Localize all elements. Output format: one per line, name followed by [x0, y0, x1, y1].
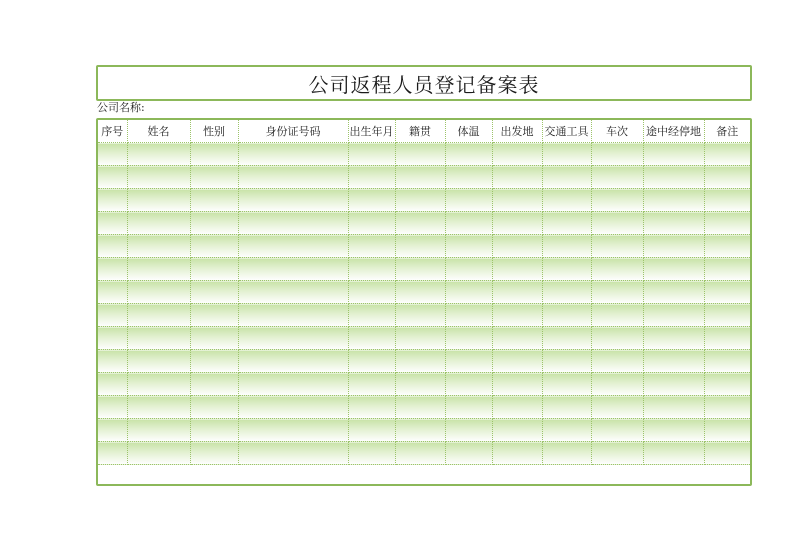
- table-cell[interactable]: [348, 304, 395, 327]
- table-cell[interactable]: [591, 350, 643, 373]
- table-cell[interactable]: [98, 419, 127, 442]
- table-cell[interactable]: [492, 304, 542, 327]
- column-header-train-number: 车次: [591, 120, 643, 143]
- table-cell[interactable]: [127, 235, 190, 258]
- table-cell[interactable]: [127, 258, 190, 281]
- table-cell[interactable]: [190, 373, 238, 396]
- company-name-label: 公司名称:: [97, 101, 145, 114]
- table-cell[interactable]: [190, 304, 238, 327]
- table-cell[interactable]: [704, 442, 750, 465]
- table-cell[interactable]: [643, 189, 704, 212]
- table-header-row: [98, 120, 750, 143]
- table-cell[interactable]: [395, 442, 445, 465]
- table-cell[interactable]: [542, 419, 591, 442]
- table-cell[interactable]: [127, 442, 190, 465]
- table-cell[interactable]: [643, 396, 704, 419]
- table-cell[interactable]: [238, 258, 348, 281]
- table-cell[interactable]: [127, 166, 190, 189]
- table-cell[interactable]: [445, 304, 492, 327]
- table-cell[interactable]: [445, 327, 492, 350]
- table-cell[interactable]: [445, 258, 492, 281]
- table-cell[interactable]: [127, 304, 190, 327]
- table-row: [98, 281, 750, 304]
- table-cell[interactable]: [445, 442, 492, 465]
- table-cell[interactable]: [348, 396, 395, 419]
- table-cell[interactable]: [542, 304, 591, 327]
- table-cell[interactable]: [643, 281, 704, 304]
- table-cell[interactable]: [591, 143, 643, 166]
- table-cell[interactable]: [98, 189, 127, 212]
- column-header-name: 姓名: [127, 120, 190, 143]
- table-cell[interactable]: [492, 258, 542, 281]
- table-cell[interactable]: [704, 143, 750, 166]
- table-cell[interactable]: [542, 258, 591, 281]
- table-cell[interactable]: [704, 419, 750, 442]
- table-cell[interactable]: [395, 166, 445, 189]
- table-cell[interactable]: [591, 419, 643, 442]
- table-cell[interactable]: [492, 189, 542, 212]
- table-cell[interactable]: [643, 304, 704, 327]
- table-cell[interactable]: [591, 235, 643, 258]
- table-cell[interactable]: [395, 304, 445, 327]
- table-cell[interactable]: [190, 166, 238, 189]
- table-cell[interactable]: [395, 419, 445, 442]
- table-cell[interactable]: [445, 419, 492, 442]
- table-cell[interactable]: [445, 212, 492, 235]
- table-cell[interactable]: [127, 143, 190, 166]
- table-cell[interactable]: [643, 235, 704, 258]
- table-cell[interactable]: [591, 281, 643, 304]
- column-header-id-number: 身份证号码: [238, 120, 348, 143]
- table-cell[interactable]: [643, 212, 704, 235]
- table-cell[interactable]: [98, 373, 127, 396]
- table-cell[interactable]: [238, 212, 348, 235]
- table-cell[interactable]: [348, 350, 395, 373]
- table-cell[interactable]: [492, 166, 542, 189]
- table-row: [98, 235, 750, 258]
- table-cell[interactable]: [492, 442, 542, 465]
- table-cell[interactable]: [190, 281, 238, 304]
- table-cell[interactable]: [542, 166, 591, 189]
- table-cell[interactable]: [190, 327, 238, 350]
- table-cell[interactable]: [98, 143, 127, 166]
- column-header-native-place: 籍贯: [395, 120, 445, 143]
- table-cell[interactable]: [591, 373, 643, 396]
- table-row: [98, 327, 750, 350]
- registration-table: [98, 120, 750, 465]
- table-cell[interactable]: [98, 327, 127, 350]
- table-cell[interactable]: [190, 189, 238, 212]
- table-cell[interactable]: [704, 235, 750, 258]
- table-cell[interactable]: [704, 350, 750, 373]
- column-header-seq: 序号: [98, 120, 127, 143]
- table-cell[interactable]: [348, 258, 395, 281]
- table-cell[interactable]: [591, 212, 643, 235]
- column-header-birth-date: 出生年月: [348, 120, 395, 143]
- column-header-departure: 出发地: [492, 120, 542, 143]
- table-cell[interactable]: [238, 396, 348, 419]
- column-header-gender: 性别: [190, 120, 238, 143]
- table-cell[interactable]: [643, 419, 704, 442]
- table-cell[interactable]: [190, 258, 238, 281]
- table-cell[interactable]: [643, 166, 704, 189]
- table-cell[interactable]: [542, 442, 591, 465]
- table-cell[interactable]: [591, 396, 643, 419]
- table-cell[interactable]: [348, 212, 395, 235]
- table-cell[interactable]: [591, 258, 643, 281]
- table-cell[interactable]: [98, 281, 127, 304]
- table-cell[interactable]: [348, 281, 395, 304]
- table-cell[interactable]: [704, 304, 750, 327]
- table-cell[interactable]: [190, 212, 238, 235]
- table-cell[interactable]: [542, 396, 591, 419]
- table-row: [98, 143, 750, 166]
- table-cell[interactable]: [238, 235, 348, 258]
- table-cell[interactable]: [395, 396, 445, 419]
- table-cell[interactable]: [643, 258, 704, 281]
- table-cell[interactable]: [238, 281, 348, 304]
- table-cell[interactable]: [395, 235, 445, 258]
- table-cell[interactable]: [542, 350, 591, 373]
- table-cell[interactable]: [542, 281, 591, 304]
- table-cell[interactable]: [238, 327, 348, 350]
- table-cell[interactable]: [445, 373, 492, 396]
- table-cell[interactable]: [238, 143, 348, 166]
- table-cell[interactable]: [591, 327, 643, 350]
- table-cell[interactable]: [190, 143, 238, 166]
- table-cell[interactable]: [704, 373, 750, 396]
- table-cell[interactable]: [127, 281, 190, 304]
- table-cell[interactable]: [704, 327, 750, 350]
- table-cell[interactable]: [445, 281, 492, 304]
- table-row: [98, 304, 750, 327]
- table-cell[interactable]: [98, 235, 127, 258]
- table-cell[interactable]: [395, 373, 445, 396]
- table-cell[interactable]: [98, 304, 127, 327]
- table-cell[interactable]: [445, 350, 492, 373]
- table-cell[interactable]: [348, 373, 395, 396]
- table-cell[interactable]: [445, 235, 492, 258]
- table-cell[interactable]: [542, 373, 591, 396]
- table-cell[interactable]: [591, 304, 643, 327]
- table-cell[interactable]: [395, 143, 445, 166]
- table-cell[interactable]: [98, 166, 127, 189]
- table-cell[interactable]: [238, 419, 348, 442]
- table-cell[interactable]: [542, 143, 591, 166]
- table-cell[interactable]: [238, 373, 348, 396]
- table-cell[interactable]: [98, 258, 127, 281]
- table-cell[interactable]: [492, 396, 542, 419]
- table-cell[interactable]: [704, 166, 750, 189]
- table-cell[interactable]: [492, 212, 542, 235]
- table-cell[interactable]: [127, 327, 190, 350]
- table-cell[interactable]: [190, 350, 238, 373]
- table-cell[interactable]: [190, 396, 238, 419]
- table-cell[interactable]: [190, 235, 238, 258]
- table-cell[interactable]: [98, 396, 127, 419]
- table-cell[interactable]: [643, 327, 704, 350]
- table-cell[interactable]: [492, 373, 542, 396]
- table-cell[interactable]: [445, 166, 492, 189]
- column-header-stopover: 途中经停地: [643, 120, 704, 143]
- table-cell[interactable]: [704, 258, 750, 281]
- table-row: [98, 373, 750, 396]
- column-header-remarks: 备注: [704, 120, 750, 143]
- table-cell[interactable]: [492, 235, 542, 258]
- column-header-temperature: 体温: [445, 120, 492, 143]
- table-cell[interactable]: [643, 442, 704, 465]
- table-cell[interactable]: [492, 327, 542, 350]
- table-cell[interactable]: [643, 350, 704, 373]
- table-cell[interactable]: [127, 189, 190, 212]
- table-row: [98, 166, 750, 189]
- table-row: [98, 258, 750, 281]
- table-cell[interactable]: [348, 143, 395, 166]
- table-cell[interactable]: [445, 189, 492, 212]
- table-row: [98, 350, 750, 373]
- table-cell[interactable]: [190, 442, 238, 465]
- table-cell[interactable]: [643, 143, 704, 166]
- table-cell[interactable]: [190, 419, 238, 442]
- table-cell[interactable]: [395, 327, 445, 350]
- table-cell[interactable]: [704, 189, 750, 212]
- table-cell[interactable]: [238, 350, 348, 373]
- table-cell[interactable]: [704, 396, 750, 419]
- table-cell[interactable]: [348, 235, 395, 258]
- table-cell[interactable]: [591, 442, 643, 465]
- table-cell[interactable]: [591, 189, 643, 212]
- table-row: [98, 442, 750, 465]
- table-body: [98, 143, 750, 465]
- table-cell[interactable]: [98, 212, 127, 235]
- table-cell[interactable]: [492, 143, 542, 166]
- table-cell[interactable]: [542, 235, 591, 258]
- table-cell[interactable]: [643, 373, 704, 396]
- table-cell[interactable]: [127, 350, 190, 373]
- registration-table-frame: [96, 118, 752, 486]
- table-cell[interactable]: [348, 327, 395, 350]
- table-cell[interactable]: [492, 350, 542, 373]
- table-row: [98, 189, 750, 212]
- table-cell[interactable]: [127, 373, 190, 396]
- form-title: 公司返程人员登记备案表: [96, 65, 752, 101]
- table-row: [98, 212, 750, 235]
- table-cell[interactable]: [445, 143, 492, 166]
- table-row: [98, 419, 750, 442]
- table-cell[interactable]: [542, 327, 591, 350]
- table-cell[interactable]: [238, 442, 348, 465]
- table-cell[interactable]: [127, 396, 190, 419]
- table-cell[interactable]: [704, 212, 750, 235]
- table-cell[interactable]: [127, 419, 190, 442]
- table-cell[interactable]: [542, 212, 591, 235]
- table-cell[interactable]: [98, 350, 127, 373]
- table-cell[interactable]: [492, 281, 542, 304]
- table-cell[interactable]: [348, 166, 395, 189]
- table-cell[interactable]: [395, 212, 445, 235]
- table-row: [98, 396, 750, 419]
- table-cell[interactable]: [238, 189, 348, 212]
- table-cell[interactable]: [127, 212, 190, 235]
- table-cell[interactable]: [591, 166, 643, 189]
- table-cell[interactable]: [238, 304, 348, 327]
- table-cell[interactable]: [395, 189, 445, 212]
- table-cell[interactable]: [348, 419, 395, 442]
- table-cell[interactable]: [348, 189, 395, 212]
- column-header-transport: 交通工具: [542, 120, 591, 143]
- table-cell[interactable]: [238, 166, 348, 189]
- table-cell[interactable]: [395, 350, 445, 373]
- table-cell[interactable]: [492, 419, 542, 442]
- table-cell[interactable]: [395, 258, 445, 281]
- table-cell[interactable]: [704, 281, 750, 304]
- table-cell[interactable]: [395, 281, 445, 304]
- table-cell[interactable]: [542, 189, 591, 212]
- table-cell[interactable]: [445, 396, 492, 419]
- table-cell[interactable]: [348, 442, 395, 465]
- table-cell[interactable]: [98, 442, 127, 465]
